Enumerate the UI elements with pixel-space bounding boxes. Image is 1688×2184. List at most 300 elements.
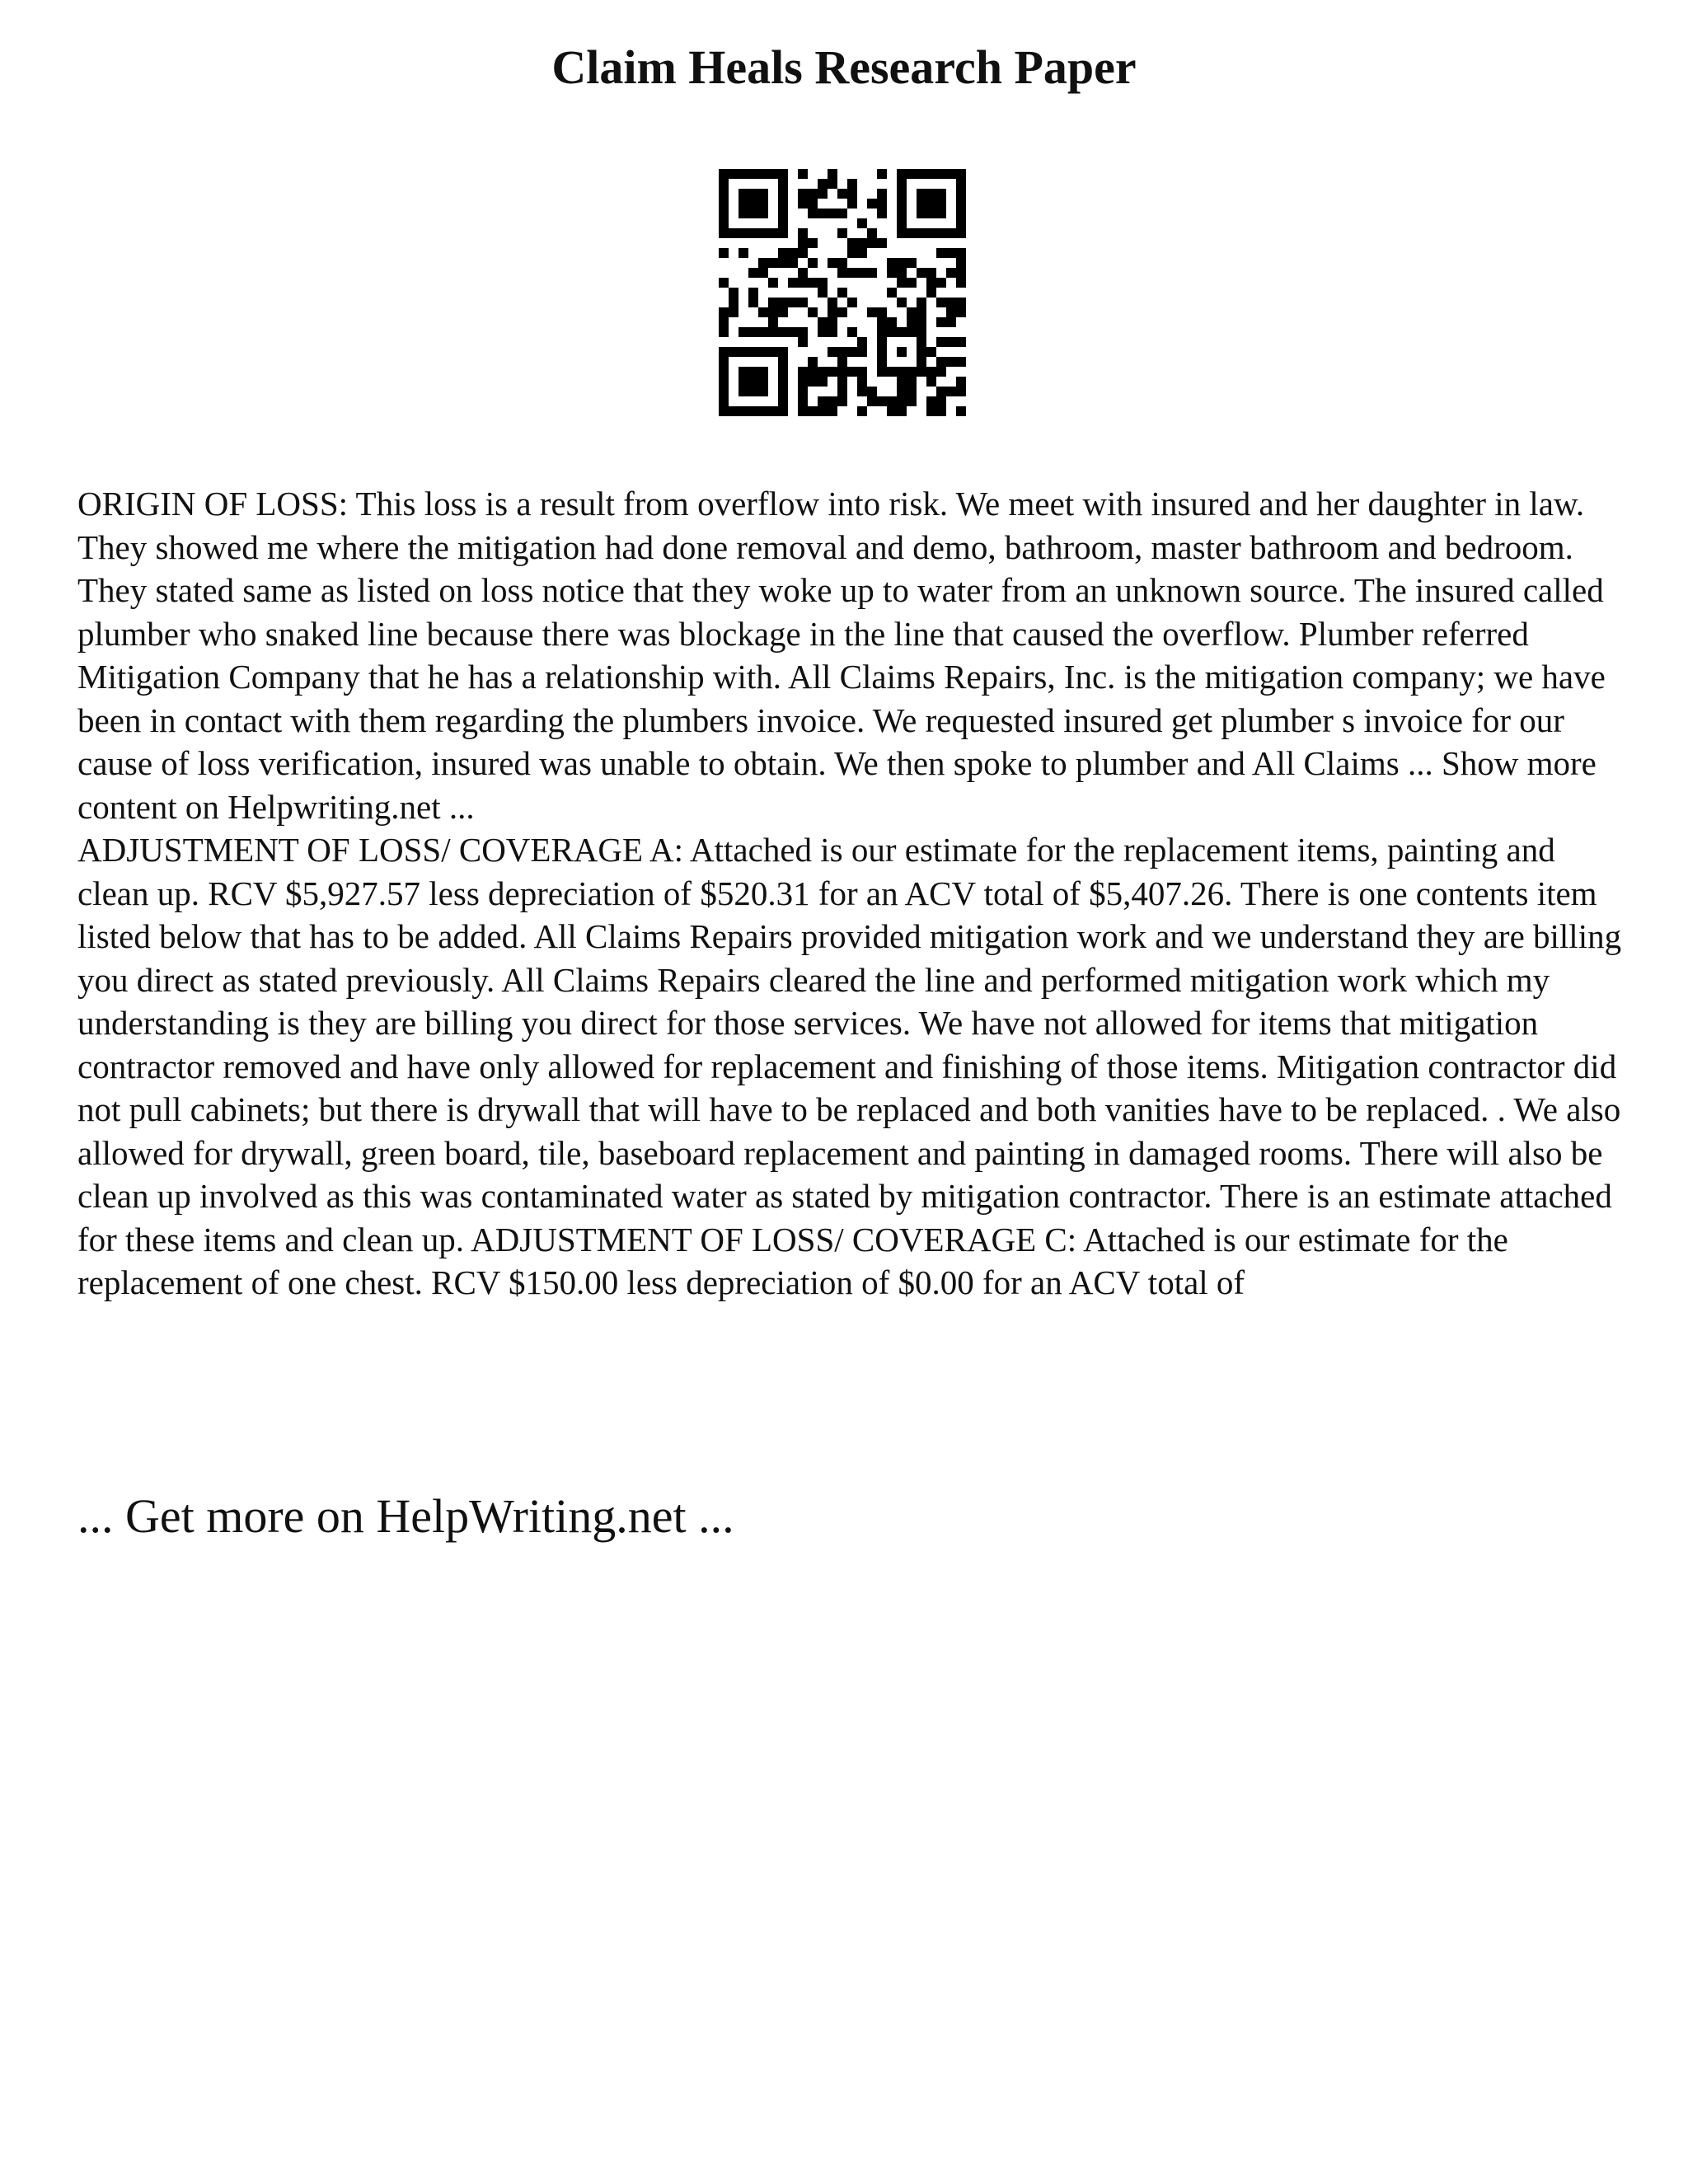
qr-module <box>808 367 818 377</box>
qr-module <box>778 396 788 406</box>
qr-module <box>768 406 778 416</box>
qr-module <box>867 268 877 278</box>
qr-module <box>748 387 758 396</box>
qr-module <box>877 347 887 357</box>
qr-module <box>828 298 837 307</box>
qr-module <box>907 258 917 268</box>
qr-module <box>837 357 847 367</box>
qr-module <box>956 189 966 199</box>
qr-module <box>956 218 966 228</box>
qr-module <box>778 357 788 367</box>
qr-module <box>926 406 936 416</box>
qr-module <box>758 169 768 179</box>
qr-module <box>758 347 768 357</box>
qr-module <box>778 387 788 396</box>
qr-module <box>917 357 926 367</box>
qr-module <box>907 317 917 327</box>
qr-module <box>719 179 729 189</box>
qr-module <box>758 258 768 268</box>
qr-module <box>897 209 907 218</box>
qr-module <box>897 327 907 337</box>
qr-module <box>926 278 936 288</box>
qr-module <box>758 367 768 377</box>
qr-module <box>887 327 897 337</box>
qr-module <box>847 248 857 258</box>
qr-module <box>837 396 847 406</box>
qr-module <box>867 238 877 248</box>
qr-module <box>897 169 907 179</box>
qr-module <box>729 406 738 416</box>
qr-module <box>956 248 966 258</box>
qr-module <box>837 209 847 218</box>
qr-module <box>926 377 936 387</box>
qr-module <box>897 189 907 199</box>
qr-module <box>768 298 778 307</box>
qr-module <box>877 357 887 367</box>
qr-module <box>956 387 966 396</box>
qr-module <box>758 209 768 218</box>
qr-module <box>926 367 936 377</box>
qr-module <box>857 337 867 347</box>
qr-module <box>738 387 748 396</box>
qr-module <box>798 298 808 307</box>
qr-module <box>877 367 887 377</box>
qr-module <box>907 228 917 238</box>
qr-module <box>719 406 729 416</box>
qr-module <box>917 337 926 347</box>
qr-module <box>877 169 887 179</box>
qr-module <box>729 347 738 357</box>
qr-module <box>768 228 778 238</box>
qr-module <box>748 298 758 307</box>
qr-module <box>758 307 768 317</box>
qr-module <box>837 288 847 298</box>
qr-module <box>857 218 867 228</box>
qr-module <box>818 278 828 288</box>
qr-module <box>917 268 926 278</box>
qr-module <box>956 357 966 367</box>
qr-module <box>758 387 768 396</box>
qr-module <box>798 238 808 248</box>
qr-module <box>897 298 907 307</box>
qr-module <box>877 209 887 218</box>
qr-module <box>729 307 738 317</box>
qr-module <box>748 347 758 357</box>
qr-module <box>877 396 887 406</box>
qr-module <box>778 347 788 357</box>
qr-module <box>847 327 857 337</box>
qr-module <box>936 278 946 288</box>
qr-module <box>788 298 798 307</box>
qr-module <box>778 209 788 218</box>
qr-module <box>956 228 966 238</box>
qr-module <box>897 228 907 238</box>
qr-module <box>847 199 857 209</box>
paragraph-adjustment-of-loss: ADJUSTMENT OF LOSS/ COVERAGE A: Attached is our estimate for the replacement items, painting and clean up. RCV $5,927.57 less depreciation of $520.31 for an ACV total of $5,407.26. There is one contents item listed below that has to be added. All Claims Repairs provided mitigation work and we understand they are billing you direct as stated previously. All Claims Repairs cleared the line and performed mitigation work which my understanding is they are billing you direct for those services. We have not allowed for items that mitigation contractor removed and have only allowed for replacement and finishing of those items. Mitigation contractor did not pull cabinets; but there is drywall that will have to be replaced and both vanities have to be replaced. . We also allowed for drywall, green board, tile, baseboard replacement and painting in damaged rooms. There will also be clean up involved as this was contaminated water as stated by mitigation contractor. There is an estimate attached for these items and clean up. ADJUSTMENT OF LOSS/ COVERAGE C: Attached is our estimate for the replacement of one chest. RCV $150.00 less depreciation of $0.00 for an ACV total of <box>77 831 1622 1301</box>
qr-module <box>936 357 946 367</box>
qr-module <box>857 238 867 248</box>
qr-module <box>877 327 887 337</box>
qr-module <box>798 367 808 377</box>
qr-module <box>837 367 847 377</box>
qr-module <box>936 248 946 258</box>
qr-module <box>748 268 758 278</box>
qr-code-graphic <box>719 169 966 416</box>
qr-module <box>917 169 926 179</box>
qr-module <box>946 357 956 367</box>
qr-module <box>719 189 729 199</box>
qr-module <box>946 268 956 278</box>
qr-module <box>748 209 758 218</box>
qr-module <box>828 169 837 179</box>
qr-module <box>956 278 966 288</box>
qr-module <box>748 406 758 416</box>
qr-module <box>798 169 808 179</box>
qr-module <box>778 406 788 416</box>
qr-module <box>897 347 907 357</box>
qr-module <box>738 377 748 387</box>
qr-module <box>926 288 936 298</box>
qr-module <box>729 288 738 298</box>
qr-module <box>897 179 907 189</box>
qr-module <box>798 228 808 238</box>
qr-module <box>956 268 966 278</box>
qr-module <box>907 327 917 337</box>
qr-module <box>719 209 729 218</box>
qr-module <box>956 307 966 317</box>
qr-module <box>946 317 956 327</box>
qr-module <box>818 367 828 377</box>
qr-module <box>857 268 867 278</box>
qr-module <box>837 189 847 199</box>
qr-module <box>857 367 867 377</box>
qr-module <box>778 248 788 258</box>
qr-module <box>778 298 788 307</box>
qr-module <box>857 387 867 396</box>
qr-module <box>818 396 828 406</box>
qr-module <box>768 317 778 327</box>
qr-module <box>897 268 907 278</box>
qr-module <box>897 218 907 228</box>
qr-module <box>738 209 748 218</box>
qr-module <box>917 317 926 327</box>
qr-module <box>808 209 818 218</box>
qr-module <box>917 209 926 218</box>
qr-module <box>738 228 748 238</box>
qr-module <box>887 367 897 377</box>
qr-module <box>788 278 798 288</box>
qr-module <box>877 337 887 347</box>
qr-module <box>748 377 758 387</box>
qr-module <box>818 209 828 218</box>
qr-module <box>719 169 729 179</box>
qr-module <box>719 307 729 317</box>
qr-module <box>758 268 768 278</box>
qr-module <box>926 396 936 406</box>
qr-module <box>936 317 946 327</box>
qr-module <box>936 169 946 179</box>
qr-module <box>907 387 917 396</box>
qr-module <box>926 189 936 199</box>
qr-module <box>956 258 966 268</box>
qr-module <box>798 396 808 406</box>
qr-module <box>877 189 887 199</box>
qr-code-icon <box>719 169 966 416</box>
qr-module <box>956 209 966 218</box>
qr-module <box>867 396 877 406</box>
qr-module <box>768 307 778 317</box>
qr-module <box>778 218 788 228</box>
qr-module <box>808 189 818 199</box>
qr-module <box>748 189 758 199</box>
qr-module <box>719 377 729 387</box>
qr-module <box>818 317 828 327</box>
qr-module <box>887 406 897 416</box>
qr-module <box>758 189 768 199</box>
qr-module <box>798 278 808 288</box>
qr-module <box>768 327 778 337</box>
qr-module <box>936 337 946 347</box>
qr-module <box>956 298 966 307</box>
qr-module <box>917 199 926 209</box>
qr-module <box>798 327 808 337</box>
qr-module <box>719 357 729 367</box>
qr-module <box>748 199 758 209</box>
qr-module <box>847 367 857 377</box>
qr-module <box>729 169 738 179</box>
qr-module <box>946 228 956 238</box>
qr-module <box>738 169 748 179</box>
qr-module <box>798 248 808 258</box>
qr-module <box>907 278 917 288</box>
qr-module <box>818 288 828 298</box>
qr-module <box>877 238 887 248</box>
qr-module <box>907 367 917 377</box>
qr-module <box>828 317 837 327</box>
qr-module <box>897 367 907 377</box>
qr-module <box>956 337 966 347</box>
qr-module <box>758 377 768 387</box>
qr-module <box>926 199 936 209</box>
qr-module <box>758 406 768 416</box>
qr-module <box>719 327 729 337</box>
qr-module <box>768 347 778 357</box>
page-title: Claim Heals Research Paper <box>551 40 1137 94</box>
qr-module <box>719 396 729 406</box>
qr-module <box>867 199 877 209</box>
qr-module <box>798 406 808 416</box>
qr-module <box>946 248 956 258</box>
qr-module <box>847 298 857 307</box>
qr-module <box>778 377 788 387</box>
qr-module <box>808 238 818 248</box>
qr-module <box>778 199 788 209</box>
qr-module <box>837 347 847 357</box>
qr-module <box>897 387 907 396</box>
qr-module <box>828 327 837 337</box>
qr-module <box>837 258 847 268</box>
qr-module <box>887 396 897 406</box>
qr-module <box>907 169 917 179</box>
qr-module <box>926 268 936 278</box>
qr-module <box>936 189 946 199</box>
qr-module <box>897 278 907 288</box>
qr-module <box>897 199 907 209</box>
qr-module <box>808 199 818 209</box>
qr-module <box>857 248 867 258</box>
qr-module <box>877 307 887 317</box>
qr-module <box>778 258 788 268</box>
qr-module <box>748 327 758 337</box>
qr-module <box>936 406 946 416</box>
qr-module <box>828 347 837 357</box>
qr-module <box>828 406 837 416</box>
qr-module <box>738 406 748 416</box>
qr-module <box>946 387 956 396</box>
qr-module <box>828 396 837 406</box>
qr-module <box>818 189 828 199</box>
qr-module <box>887 288 897 298</box>
qr-module <box>738 199 748 209</box>
qr-module <box>907 377 917 387</box>
qr-module <box>887 258 897 268</box>
qr-module <box>719 317 729 327</box>
article-body <box>77 482 1627 1305</box>
qr-module <box>936 228 946 238</box>
qr-module <box>907 396 917 406</box>
qr-module <box>956 199 966 209</box>
qr-module <box>917 327 926 337</box>
qr-module <box>857 347 867 357</box>
qr-module <box>768 258 778 268</box>
qr-module <box>837 228 847 238</box>
qr-module <box>847 347 857 357</box>
qr-module <box>719 347 729 357</box>
qr-module <box>758 327 768 337</box>
qr-module <box>758 228 768 238</box>
get-more-link[interactable]: ... Get more on HelpWriting.net ... <box>77 1489 734 1543</box>
qr-module <box>798 189 808 199</box>
qr-module <box>719 278 729 288</box>
qr-module <box>818 327 828 337</box>
qr-module <box>768 169 778 179</box>
qr-module <box>907 307 917 317</box>
qr-module <box>719 199 729 209</box>
qr-module <box>719 218 729 228</box>
qr-module <box>748 367 758 377</box>
qr-module <box>778 307 788 317</box>
qr-module <box>778 228 788 238</box>
qr-module <box>808 258 818 268</box>
qr-module <box>847 179 857 189</box>
qr-module <box>936 367 946 377</box>
qr-module <box>867 387 877 396</box>
qr-module <box>897 406 907 416</box>
qr-module <box>828 209 837 218</box>
qr-module <box>926 347 936 357</box>
qr-module <box>729 298 738 307</box>
qr-module <box>778 169 788 179</box>
qr-module <box>748 288 758 298</box>
qr-module <box>828 307 837 317</box>
paragraph-origin-of-loss: ORIGIN OF LOSS: This loss is a result from overflow into risk. We meet with insured and her daughter in law. They showed me where the mitigation had done removal and demo, bathroom, master bathroom and bedroom. They stated same as listed on loss notice that they woke up to water from an unknown source. The insured called plumber who snaked line because there was blockage in the line that caused the overflow. Plumber referred Mitigation Company that he has a relationship with. All Claims Repairs, Inc. is the mitigation company; we have been in contact with them regarding the plumbers invoice. We requested insured get plumber s invoice for our cause of loss verification, insured was unable to obtain. We then spoke to plumber and All Claims ... Show more content on Helpwriting.net ... <box>77 485 1606 826</box>
qr-module <box>877 199 887 209</box>
qr-module <box>946 337 956 347</box>
qr-module <box>897 377 907 387</box>
qr-module <box>798 337 808 347</box>
qr-module <box>936 298 946 307</box>
qr-module <box>936 387 946 396</box>
qr-module <box>808 278 818 288</box>
qr-module <box>936 209 946 218</box>
qr-module <box>768 278 778 288</box>
qr-module <box>748 169 758 179</box>
qr-module <box>788 327 798 337</box>
qr-module <box>738 189 748 199</box>
qr-module <box>917 189 926 199</box>
qr-module <box>808 406 818 416</box>
qr-module <box>926 228 936 238</box>
qr-module <box>738 248 748 258</box>
qr-module <box>946 298 956 307</box>
qr-module <box>956 377 966 387</box>
qr-module <box>738 367 748 377</box>
qr-module <box>738 347 748 357</box>
qr-module <box>808 357 818 367</box>
qr-module <box>887 317 897 327</box>
qr-module <box>946 307 956 317</box>
qr-module <box>778 367 788 377</box>
qr-module <box>857 377 867 387</box>
qr-module <box>897 258 907 268</box>
qr-module <box>877 317 887 327</box>
qr-module <box>887 268 897 278</box>
qr-module <box>788 258 798 268</box>
qr-module <box>788 248 798 258</box>
qr-module <box>798 377 808 387</box>
qr-module <box>828 179 837 189</box>
qr-module <box>798 268 808 278</box>
qr-module <box>808 377 818 387</box>
qr-module <box>917 307 926 317</box>
qr-module <box>828 258 837 268</box>
qr-module <box>917 228 926 238</box>
qr-module <box>798 387 808 396</box>
qr-module <box>917 367 926 377</box>
qr-module <box>926 169 936 179</box>
qr-module <box>837 268 847 278</box>
qr-module <box>758 199 768 209</box>
qr-module <box>867 228 877 238</box>
qr-module <box>818 179 828 189</box>
qr-module <box>719 387 729 396</box>
qr-module <box>778 189 788 199</box>
qr-module <box>808 307 818 317</box>
qr-module <box>778 327 788 337</box>
qr-module <box>719 228 729 238</box>
qr-module <box>867 307 877 317</box>
qr-module <box>818 377 828 387</box>
qr-module <box>798 199 808 209</box>
qr-module <box>748 228 758 238</box>
qr-module <box>837 307 847 317</box>
qr-module <box>837 387 847 396</box>
qr-module <box>956 179 966 189</box>
qr-module <box>719 367 729 377</box>
qr-module <box>917 347 926 357</box>
qr-module <box>778 179 788 189</box>
qr-module <box>738 327 748 337</box>
